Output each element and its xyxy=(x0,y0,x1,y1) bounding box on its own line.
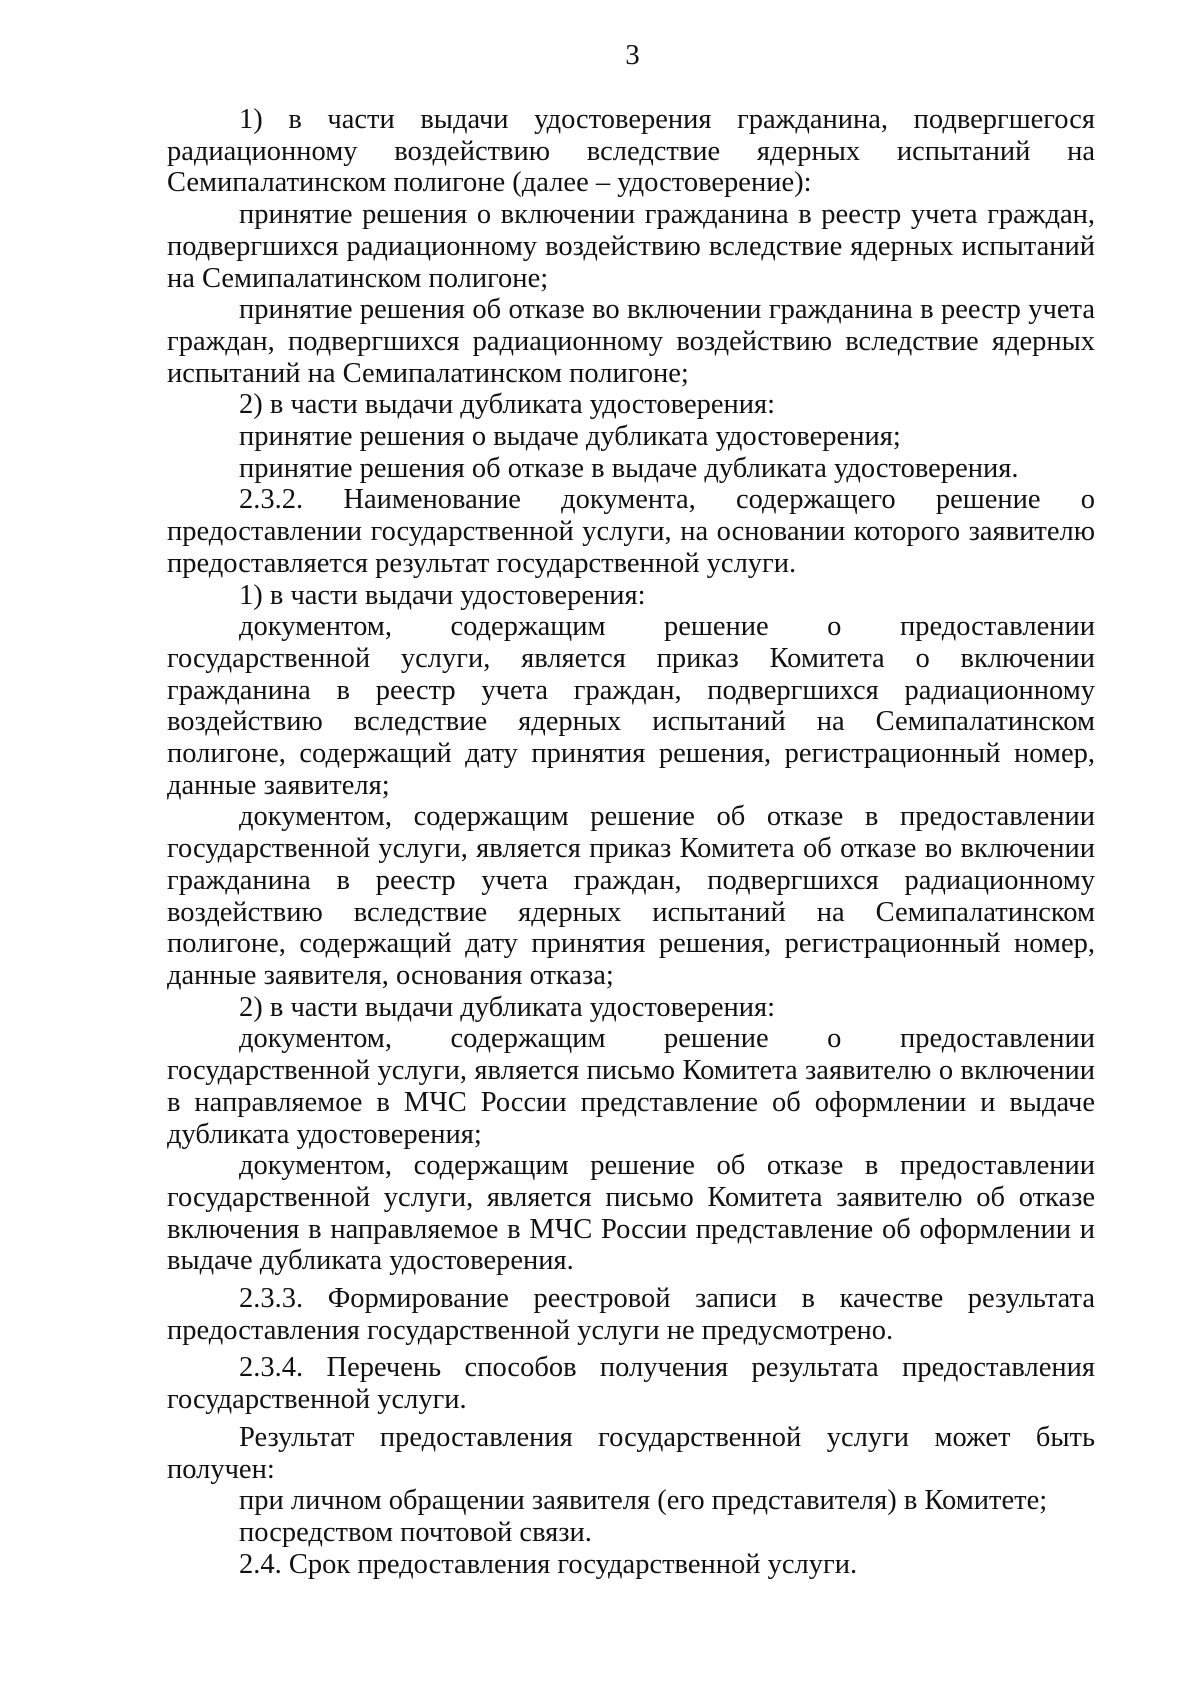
paragraph: посредством почтовой связи. xyxy=(239,1516,592,1548)
paragraph: 2.4. Срок предоставления государственной услуги. xyxy=(239,1548,858,1580)
paragraph: документом, содержащим решение о предоставлении государственной услуги, является письмо Комитета заявителю о включении в направляемое в МЧС России представление об оформлении и выдаче дубликата удостоверения; xyxy=(167,1023,1095,1150)
paragraph: принятие решения о выдаче дубликата удостоверения; xyxy=(239,421,901,453)
paragraph: документом, содержащим решение об отказе в предоставлении государственной услуги, является приказ Комитета об отказе во включении гражданина в реестр учета граждан, подвергшихся радиационному воздействию вследствие ядерных испытаний на Семипалатинском полигоне, содержащий дату принятия решения, регистрационный номер, данные заявителя, основания отказа; xyxy=(167,801,1095,991)
paragraph: 2) в части выдачи дубликата удостоверения: xyxy=(239,991,776,1023)
paragraph: документом, содержащим решение о предоставлении государственной услуги, является приказ Комитета о включении гражданина в реестр учета граждан, подвергшихся радиационному воздействию вследствие ядерных испытаний на Семипалатинском полигоне, содержащий дату принятия решения, регистрационный номер, данные заявителя; xyxy=(167,611,1095,801)
paragraph: принятие решения об отказе в выдаче дубликата удостоверения. xyxy=(239,452,1019,484)
paragraph: документом, содержащим решение об отказе в предоставлении государственной услуги, является письмо Комитета заявителю об отказе включения в направляемое в МЧС России представление об оформлении и выдаче дубликата удостоверения. xyxy=(167,1150,1095,1277)
paragraph: 2.3.3. Формирование реестровой записи в качестве результата предоставления государственной услуги не предусмотрено. xyxy=(167,1283,1095,1346)
paragraph: 2.3.4. Перечень способов получения результата предоставления государственной услуги. xyxy=(167,1352,1095,1416)
paragraph: 1) в части выдачи удостоверения гражданина, подвергшегося радиационному воздействию вследствие ядерных испытаний на Семипалатинском полигоне (далее – удостоверение): xyxy=(167,104,1095,199)
paragraph: при личном обращении заявителя (его представителя) в Комитете; xyxy=(239,1485,1048,1517)
page-number: 3 xyxy=(625,39,640,71)
paragraph: 2.3.2. Наименование документа, содержащего решение о предоставлении государственной услуги, на основании которого заявителю предоставляется результат государственной услуги. xyxy=(167,484,1095,579)
paragraph: 1) в части выдачи удостоверения: xyxy=(239,579,646,611)
paragraph: принятие решения о включении гражданина в реестр учета граждан, подвергшихся радиационному воздействию вследствие ядерных испытаний на Семипалатинском полигоне; xyxy=(167,199,1095,294)
paragraph: Результат предоставления государственной услуги может быть получен: xyxy=(167,1421,1095,1485)
paragraph: 2) в части выдачи дубликата удостоверения: xyxy=(239,389,776,421)
document-body xyxy=(167,104,1095,1580)
paragraph: принятие решения об отказе во включении гражданина в реестр учета граждан, подвергшихся радиационному воздействию вследствие ядерных испытаний на Семипалатинском полигоне; xyxy=(167,294,1095,389)
